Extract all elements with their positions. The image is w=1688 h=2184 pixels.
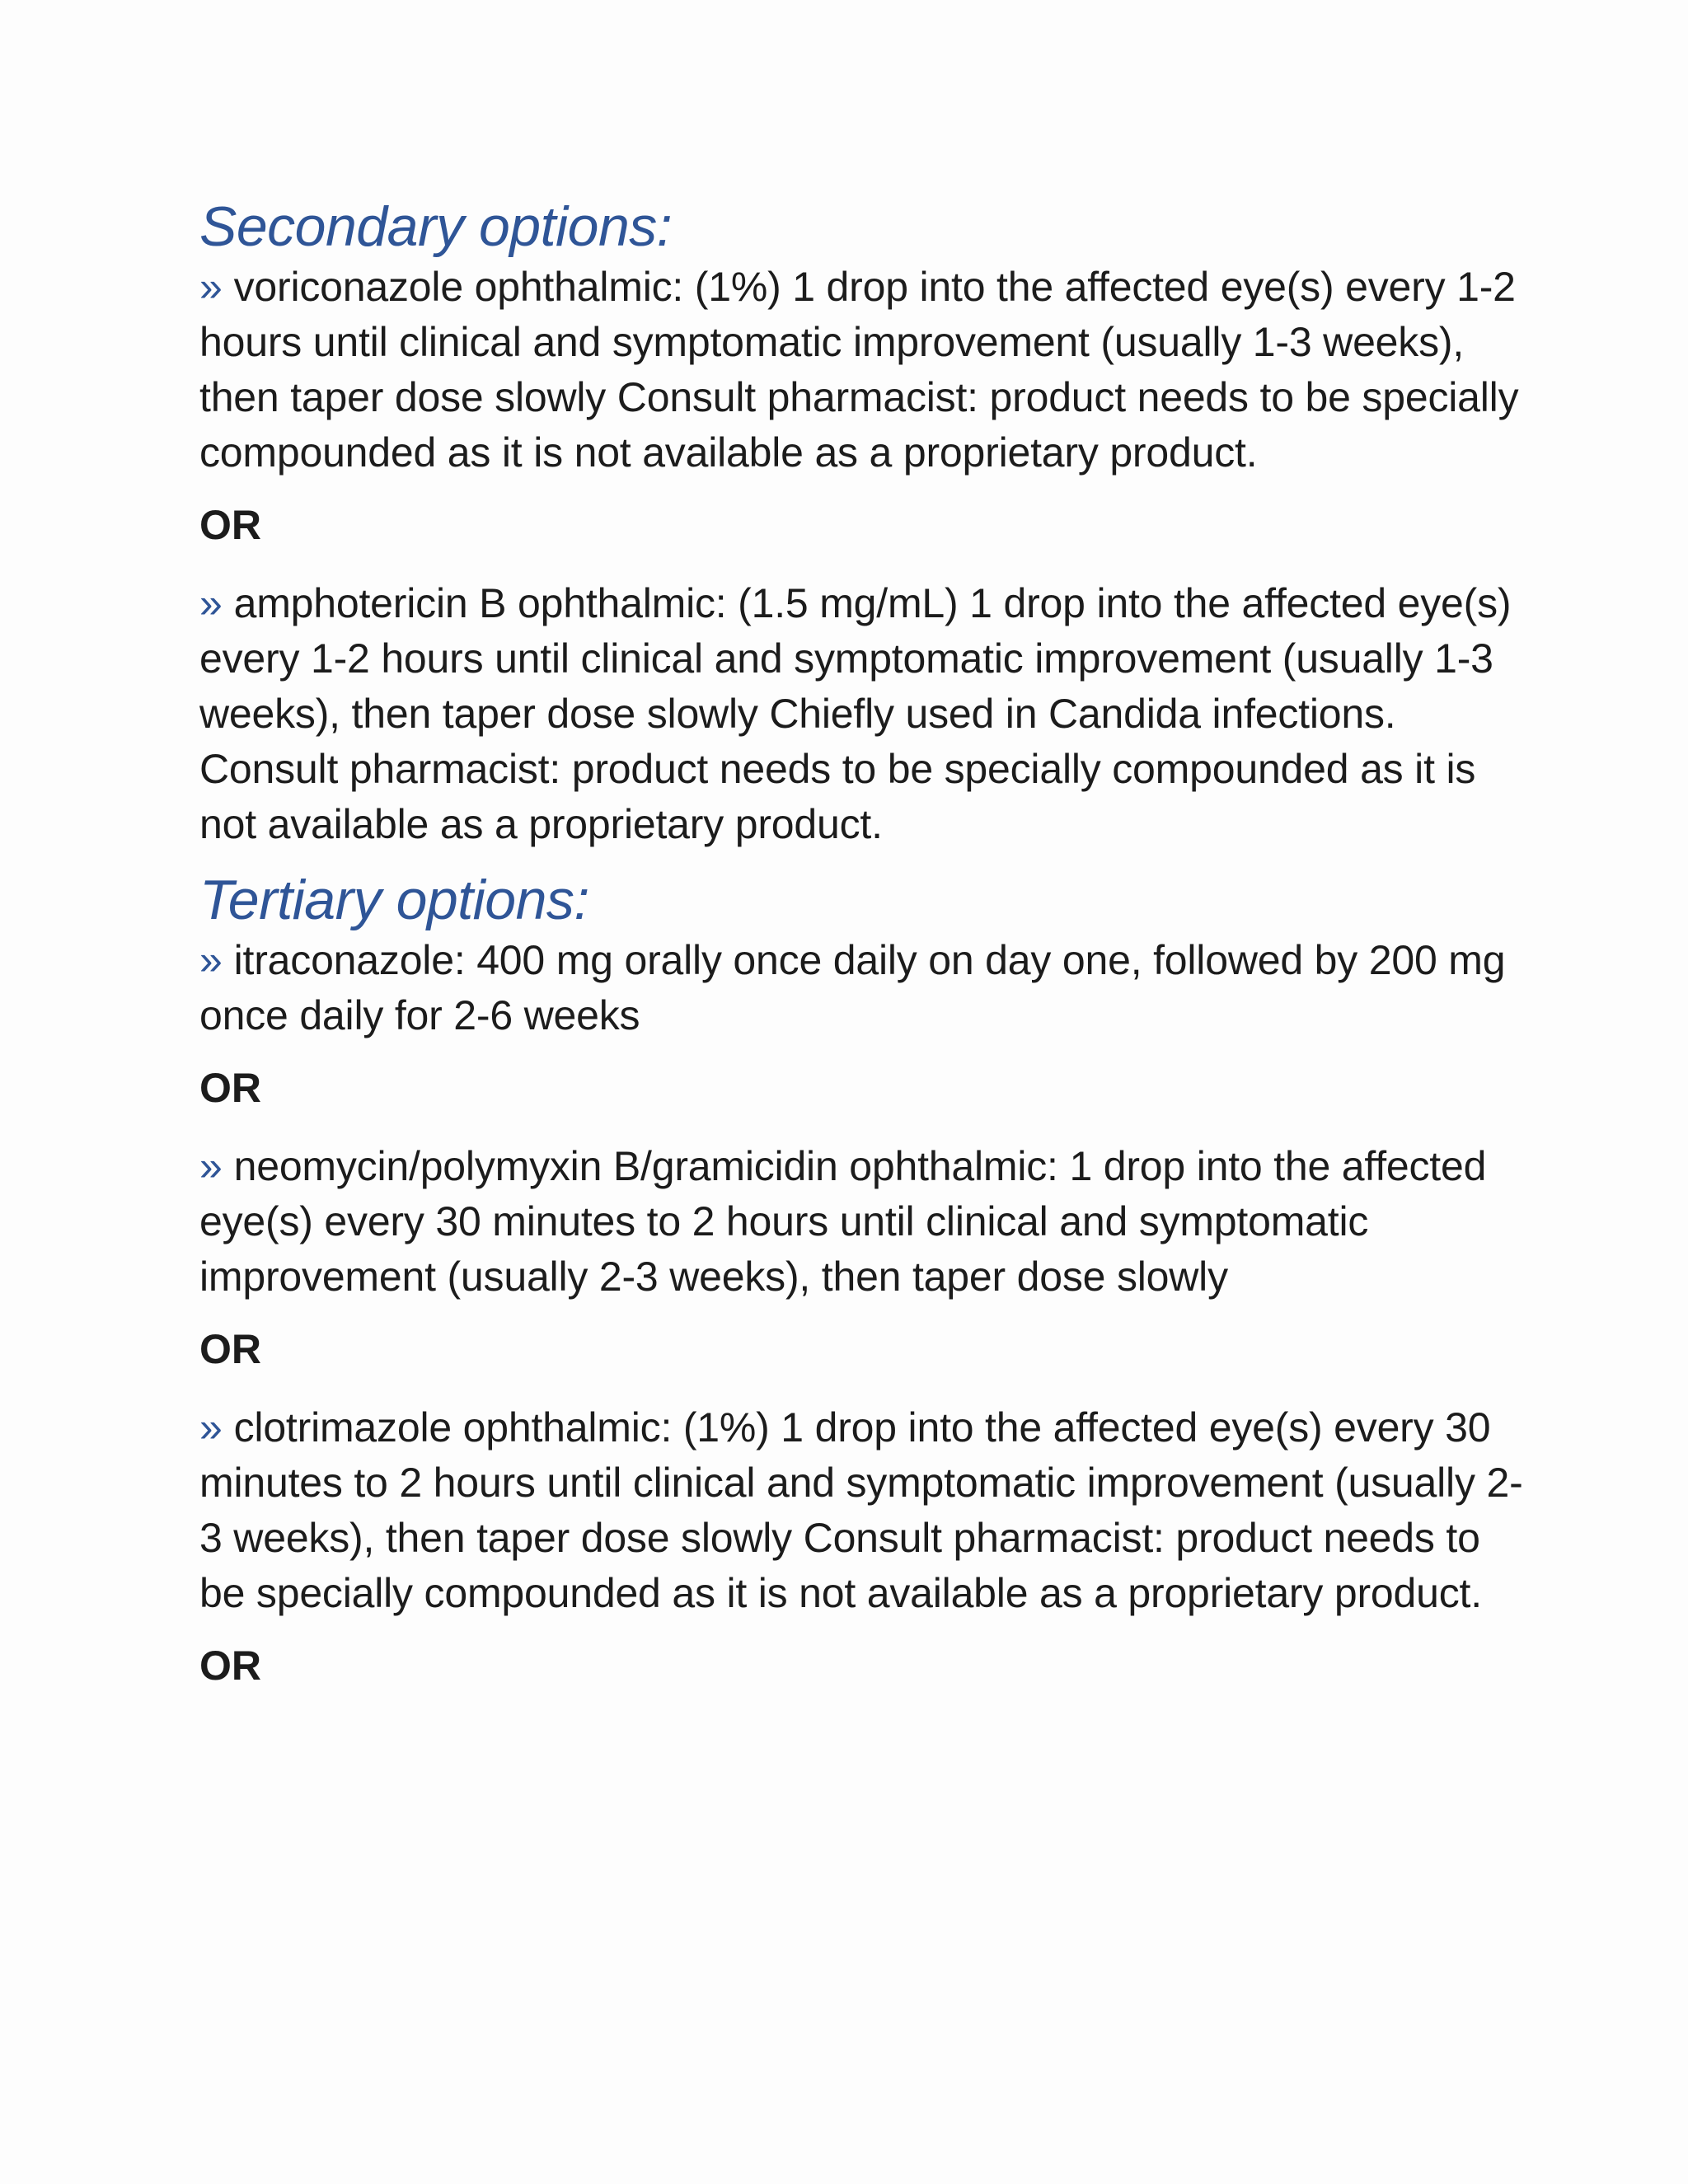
- option-text: clotrimazole ophthalmic: (1%) 1 drop into the affected eye(s) every 30 minutes to 2 hours until clinical and symptomatic improvement (usually 2-3 weeks), then taper dose slowly Consult pharmacist: product needs to be specially compounded as it is not available as a proprietary product.: [199, 1404, 1523, 1616]
- option-text: amphotericin B ophthalmic: (1.5 mg/mL) 1 drop into the affected eye(s) every 1-2 hours until clinical and symptomatic improvement (usually 1-3 weeks), then taper dose slowly Chiefly used in Candida infections. Consult pharmacist: product needs to be specially compounded as it is not available as a proprietary product.: [199, 580, 1512, 847]
- bullet-icon: »: [199, 1404, 223, 1451]
- option-text: neomycin/polymyxin B/gramicidin ophthalmic: 1 drop into the affected eye(s) every 30 minutes to 2 hours until clinical and symptomatic improvement (usually 2-3 weeks), then taper dose slowly: [199, 1143, 1487, 1300]
- or-separator: OR: [199, 1643, 261, 1689]
- bullet-icon: »: [199, 580, 223, 626]
- option-text: itraconazole: 400 mg orally once daily on day one, followed by 200 mg once daily for 2-6 weeks: [199, 937, 1506, 1038]
- or-separator: OR: [199, 502, 261, 548]
- bullet-icon: »: [199, 1143, 223, 1189]
- or-separator: OR: [199, 1065, 261, 1111]
- option-neomycin-polymyxin-gramicidin: [199, 1139, 1535, 1305]
- option-voriconazole: [199, 260, 1535, 480]
- option-clotrimazole: [199, 1400, 1535, 1621]
- document-page: [199, 194, 1535, 1690]
- option-amphotericin-b: [199, 576, 1535, 852]
- option-itraconazole: [199, 933, 1535, 1043]
- secondary-options-heading: Secondary options:: [199, 195, 673, 258]
- bullet-icon: »: [199, 264, 223, 310]
- option-text: voriconazole ophthalmic: (1%) 1 drop into the affected eye(s) every 1-2 hours until clinical and symptomatic improvement (usually 1-3 weeks), then taper dose slowly Consult pharmacist: product needs to be specially compounded as it is not available as a proprietary product.: [199, 264, 1519, 476]
- tertiary-options-heading: Tertiary options:: [199, 869, 589, 931]
- or-separator: OR: [199, 1326, 261, 1372]
- bullet-icon: »: [199, 937, 223, 983]
